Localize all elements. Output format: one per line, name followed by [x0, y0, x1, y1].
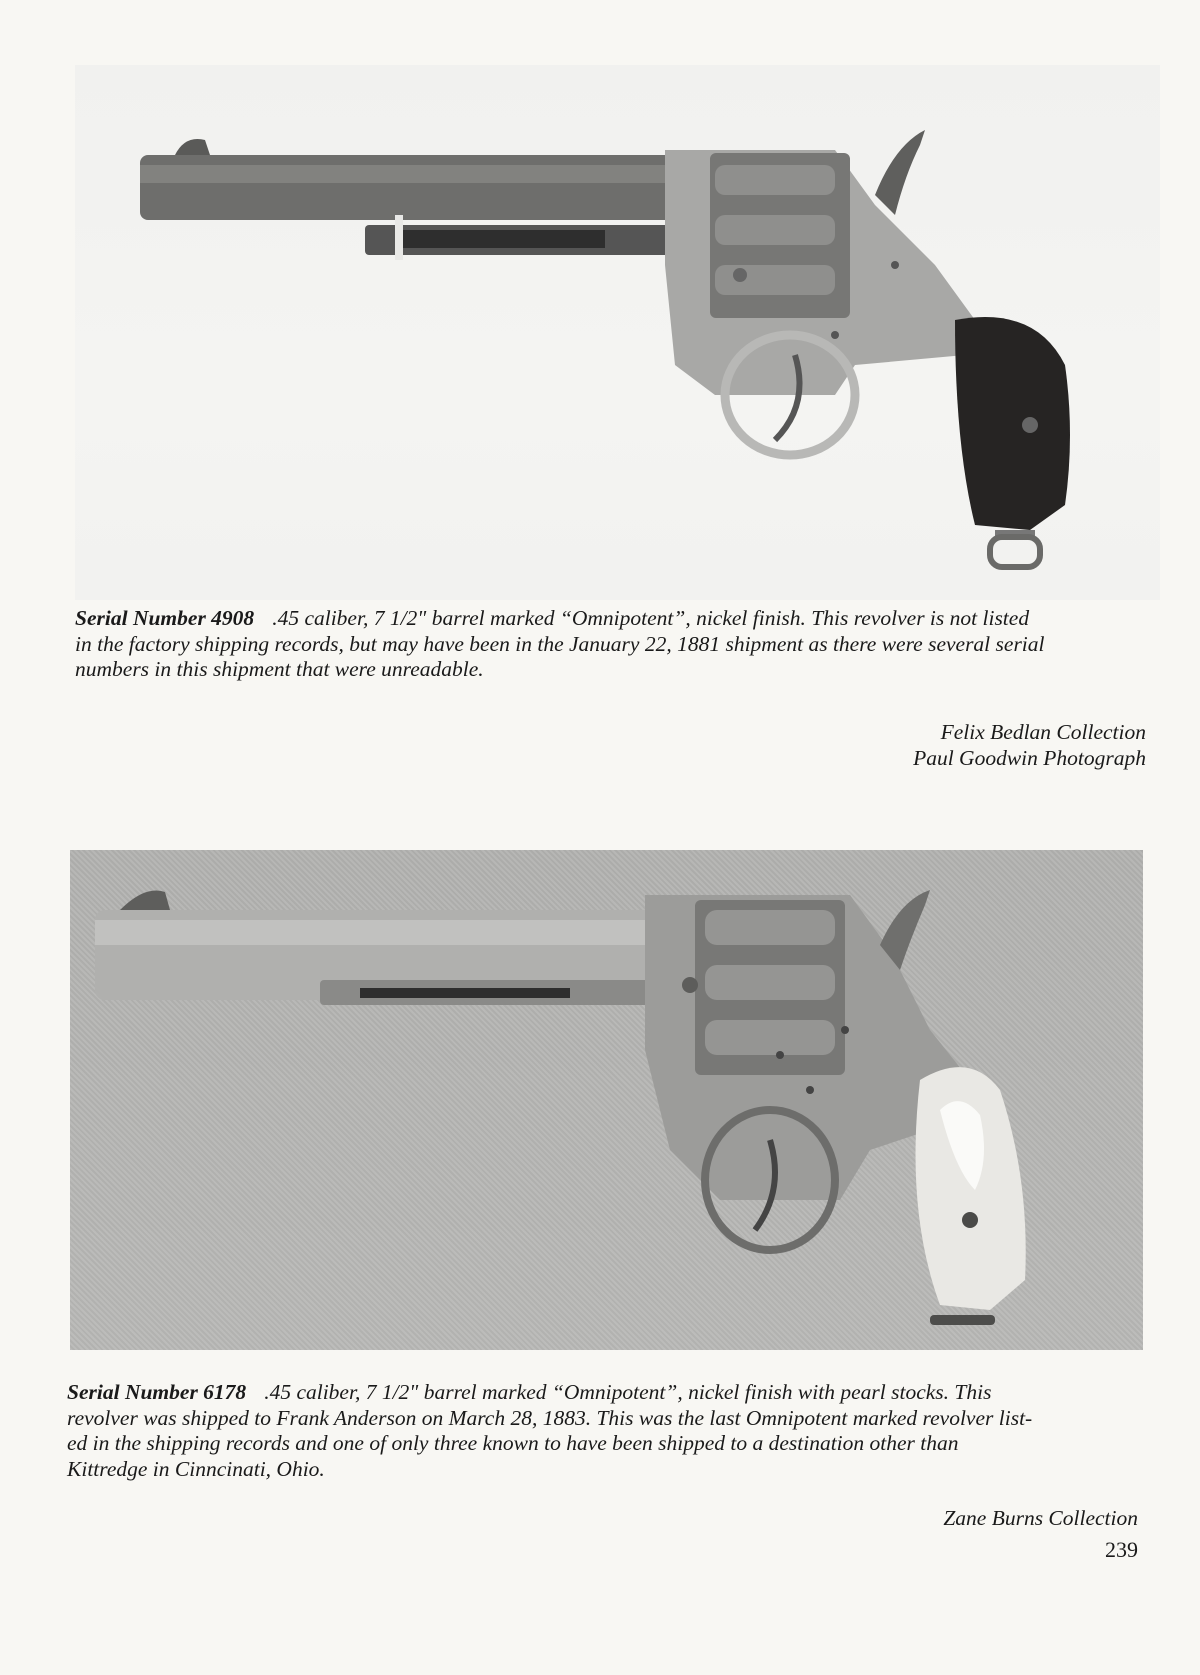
serial-number-label: Serial Number 6178 — [67, 1380, 247, 1404]
collection-credit: Felix Bedlan Collection — [940, 720, 1146, 744]
collection-credit: Zane Burns Collection — [943, 1506, 1138, 1530]
photograph-credit: Paul Goodwin Photograph — [913, 746, 1146, 770]
photo-revolver-6178 — [70, 850, 1143, 1350]
caption-line: numbers in this shipment that were unreadable. — [75, 657, 484, 681]
revolver-illustration-bottom — [70, 850, 1143, 1350]
caption-line: Kittredge in Cinncinati, Ohio. — [67, 1456, 325, 1481]
caption-6178 — [67, 1380, 1157, 1482]
caption-line: in the factory shipping records, but may have been in the January 22, 1881 shipment as there were several serial — [75, 631, 1045, 656]
caption-4908 — [75, 606, 1165, 683]
caption-line: ed in the shipping records and one of only three known to have been shipped to a destination other than — [67, 1431, 959, 1455]
revolver-illustration-top — [75, 65, 1160, 600]
credits-6178 — [943, 1505, 1138, 1531]
credits-4908 — [913, 719, 1146, 771]
photo-revolver-4908 — [75, 65, 1160, 600]
serial-number-label: Serial Number 4908 — [75, 606, 255, 630]
caption-line: .45 caliber, 7 1/2" barrel marked “Omnipotent”, nickel finish. This revolver is not listed — [272, 606, 1030, 630]
caption-line: revolver was shipped to Frank Anderson on March 28, 1883. This was the last Omnipotent marked revolver list- — [67, 1405, 1033, 1430]
page-number: 239 — [1105, 1537, 1138, 1562]
caption-line: .45 caliber, 7 1/2" barrel marked “Omnipotent”, nickel finish with pearl stocks. This — [264, 1380, 992, 1404]
